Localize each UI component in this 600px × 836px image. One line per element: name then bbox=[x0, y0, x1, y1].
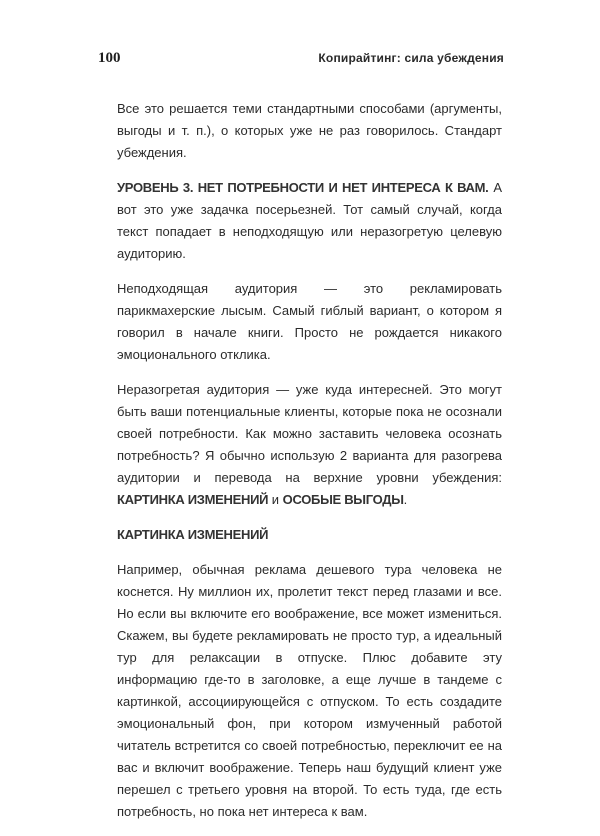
paragraph-4-and: и bbox=[268, 492, 283, 507]
running-title: Копирайтинг: сила убеждения bbox=[318, 51, 504, 65]
paragraph-4-end: . bbox=[403, 492, 408, 507]
body-text bbox=[117, 98, 502, 836]
paragraph-4-text: Неразогретая аудитория — уже куда интересней. Это могут быть ваши потенциальные клиенты, которые пока не осознали своей потребности. Как можно заставить человека осознать потребность? Я обычно использую 2 варианта для разогрева аудитории и перевода на верхние уровни убеждения: bbox=[117, 382, 502, 485]
level-3-heading: УРОВЕНЬ 3. НЕТ ПОТРЕБНОСТИ И НЕТ ИНТЕРЕСА К ВАМ. bbox=[117, 180, 489, 195]
paragraph-2-text: А вот это уже задачка посерьезней. Тот самый случай, когда текст попадает в неподходящую или неразогретую целевую аудиторию. bbox=[117, 180, 502, 261]
paragraph-4 bbox=[117, 379, 502, 511]
term-change-picture: КАРТИНКА ИЗМЕНЕНИЙ bbox=[117, 492, 269, 507]
page-header bbox=[98, 50, 504, 70]
paragraph-5: Например, обычная реклама дешевого тура человека не коснется. Ну миллион их, пролетит текст перед глазами и все. Но если вы включите его воображение, все может измениться. Скажем, вы будете рекламировать не просто тур, а идеальный тур для релаксации в отпуске. Плюс добавите эту информацию где-то в заголовке, а еще лучше в тандеме с картинкой, ассоциирующейся с отпуском. То есть создадите эмоциональный фон, при котором измученный работой читатель встретится со своей потребностью, переключит ее на вас и включит воображение. Теперь наш будущий клиент уже перешел с третьего уровня на второй. То есть туда, где есть потребность, но пока нет интереса к вам. bbox=[117, 562, 502, 819]
term-special-benefits: ОСОБЫЕ ВЫГОДЫ bbox=[282, 492, 404, 507]
paragraph-3: Неподходящая аудитория — это рекламировать парикмахерские лысым. Самый гиблый вариант, о котором я говорил в начале книги. Просто не рождается никакого эмоционального отклика. bbox=[117, 281, 502, 362]
paragraph-2 bbox=[117, 177, 502, 265]
section-subheading: КАРТИНКА ИЗМЕНЕНИЙ bbox=[117, 527, 269, 542]
page-number: 100 bbox=[98, 50, 121, 66]
paragraph-1: Все это решается теми стандартными способами (аргументы, выгоды и т. п.), о которых уже не раз говорилось. Стандарт убеждения. bbox=[117, 101, 502, 160]
